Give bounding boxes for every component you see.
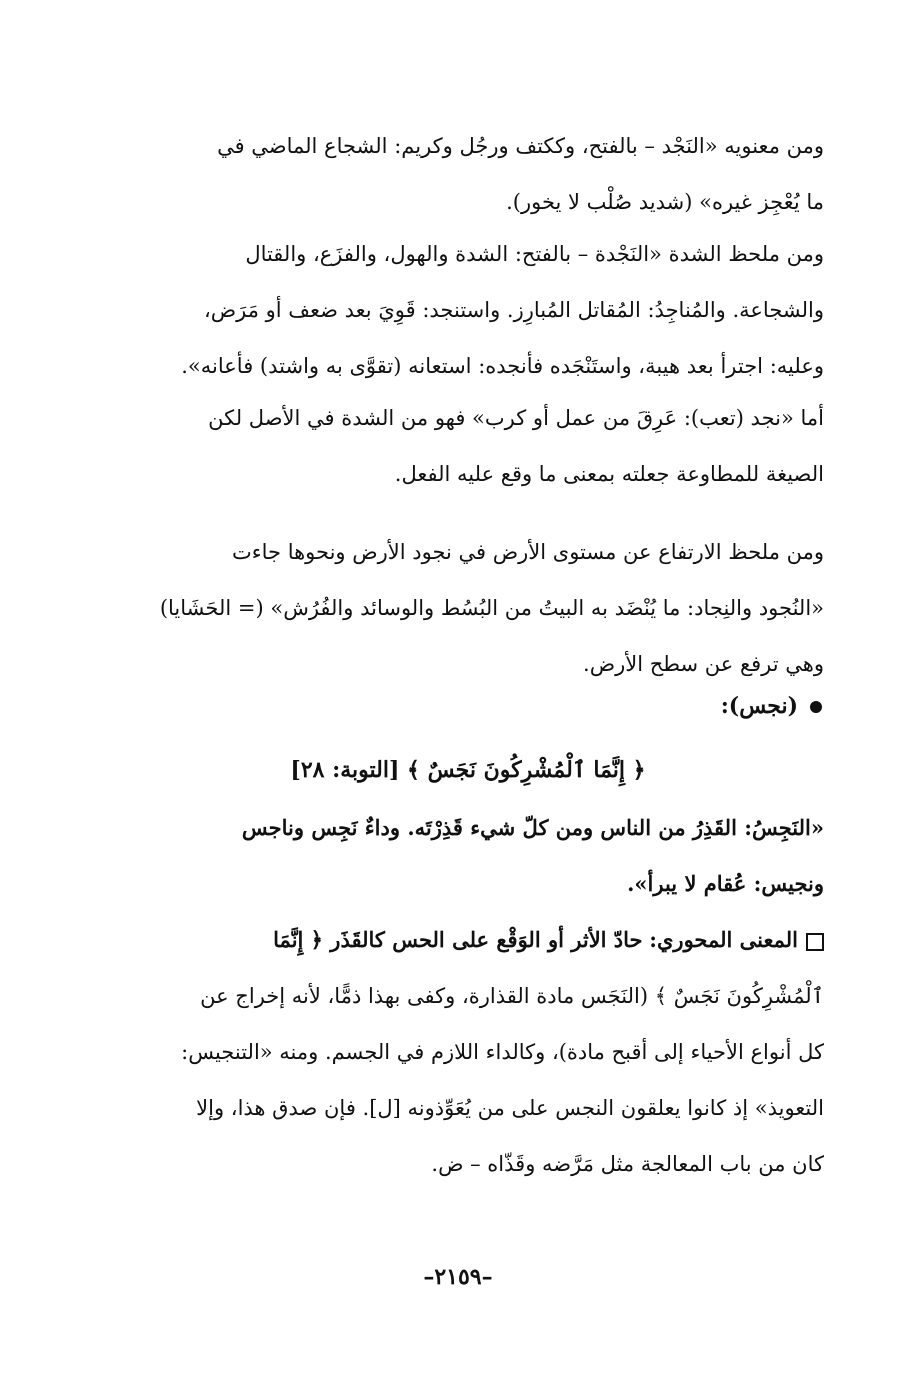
text-line: ومن معنويه «النَجْد – بالفتح، وككتف ورجُل وكريم: الشجاع الماضي في	[217, 134, 824, 158]
core-meaning-text: حادّ الأثر أو الوَقْع على الحس كالقَذَر ﴿ إِنَّمَا	[273, 927, 643, 952]
text-line: ما يُعْجِز غيره» (شديد صُلْب لا يخور).	[506, 190, 824, 214]
quran-verse: ﴿ إِنَّمَا ٱلْمُشْرِكُونَ نَجَسٌ ﴾ [التوبة: ٢٨]	[290, 757, 646, 783]
text-line: «النُجود والنِجاد: ما يُنْضَد به البيتُ من البُسُط والوسائد والفُرُش» (= الحَشَايا)	[159, 596, 824, 620]
square-bullet-icon	[806, 933, 824, 951]
text-line: والشجاعة. والمُناجِدُ: المُقاتل المُبارِز. واستنجد: قَوِيَ بعد ضعف أو مَرَض،	[203, 298, 824, 322]
paragraph-najda	[112, 226, 824, 394]
text-line: الصيغة للمطاوعة جعلته بمعنى ما وقع عليه الفعل.	[394, 462, 824, 486]
core-meaning-label: المعنى المحوري:	[649, 927, 798, 952]
bullet-icon	[810, 701, 822, 713]
text-line: ٱلْمُشْرِكُونَ نَجَسٌ ﴾ (النَجَس مادة القذارة، وكفى بهذا ذمًّا، لأنه إخراج عن	[200, 984, 824, 1008]
text-line: ومن ملحظ الشدة «النَجْدة – بالفتح: الشدة والهول، والفزَع، والقتال	[245, 242, 824, 266]
text-line	[112, 912, 824, 968]
paragraph-najas-definition	[112, 800, 824, 912]
text-line: أما «نجد (تعب): عَرِقَ من عمل أو كرب» فهو من الشدة في الأصل لكن	[208, 406, 824, 430]
text-line: كان من باب المعالجة مثل مَرَّضه وقَذّاه – ض.	[431, 1152, 824, 1176]
text-line: وعليه: اجترأ بعد هيبة، واستَنْجَده فأنجده: استعانه (تقوَّى به واشتد) فأعانه».	[181, 354, 824, 378]
entry-heading-text: (نجس):	[720, 693, 798, 719]
text-line: التعويذ» إذ كانوا يعلقون النجس على من يُعَوِّذونه [ل]. فإن صدق هذا، وإلا	[196, 1096, 824, 1120]
paragraph-najid	[112, 390, 824, 502]
entry-heading	[721, 678, 822, 734]
text-line: ونجيس: عُقام لا يبرأ».	[627, 871, 824, 896]
paragraph-nujud	[112, 524, 824, 692]
text-line: وهي ترفع عن سطح الأرض.	[583, 652, 824, 676]
text-line: كل أنواع الأحياء إلى أقبح مادة)، وكالداء اللازم في الجسم. ومنه «التنجيس:	[181, 1040, 824, 1064]
paragraph-najd	[112, 118, 824, 230]
page-number: –٢١٥٩–	[423, 1264, 493, 1290]
text-line: ومن ملحظ الارتفاع عن مستوى الأرض في نجود الأرض ونحوها جاءت	[232, 540, 824, 564]
text-line: «النَجِسُ: القَذِرُ من الناس ومن كلّ شيء قَذِرْتَه. وداءٌ نَجِس وناجس	[241, 815, 824, 840]
paragraph-core-meaning	[112, 912, 824, 1192]
